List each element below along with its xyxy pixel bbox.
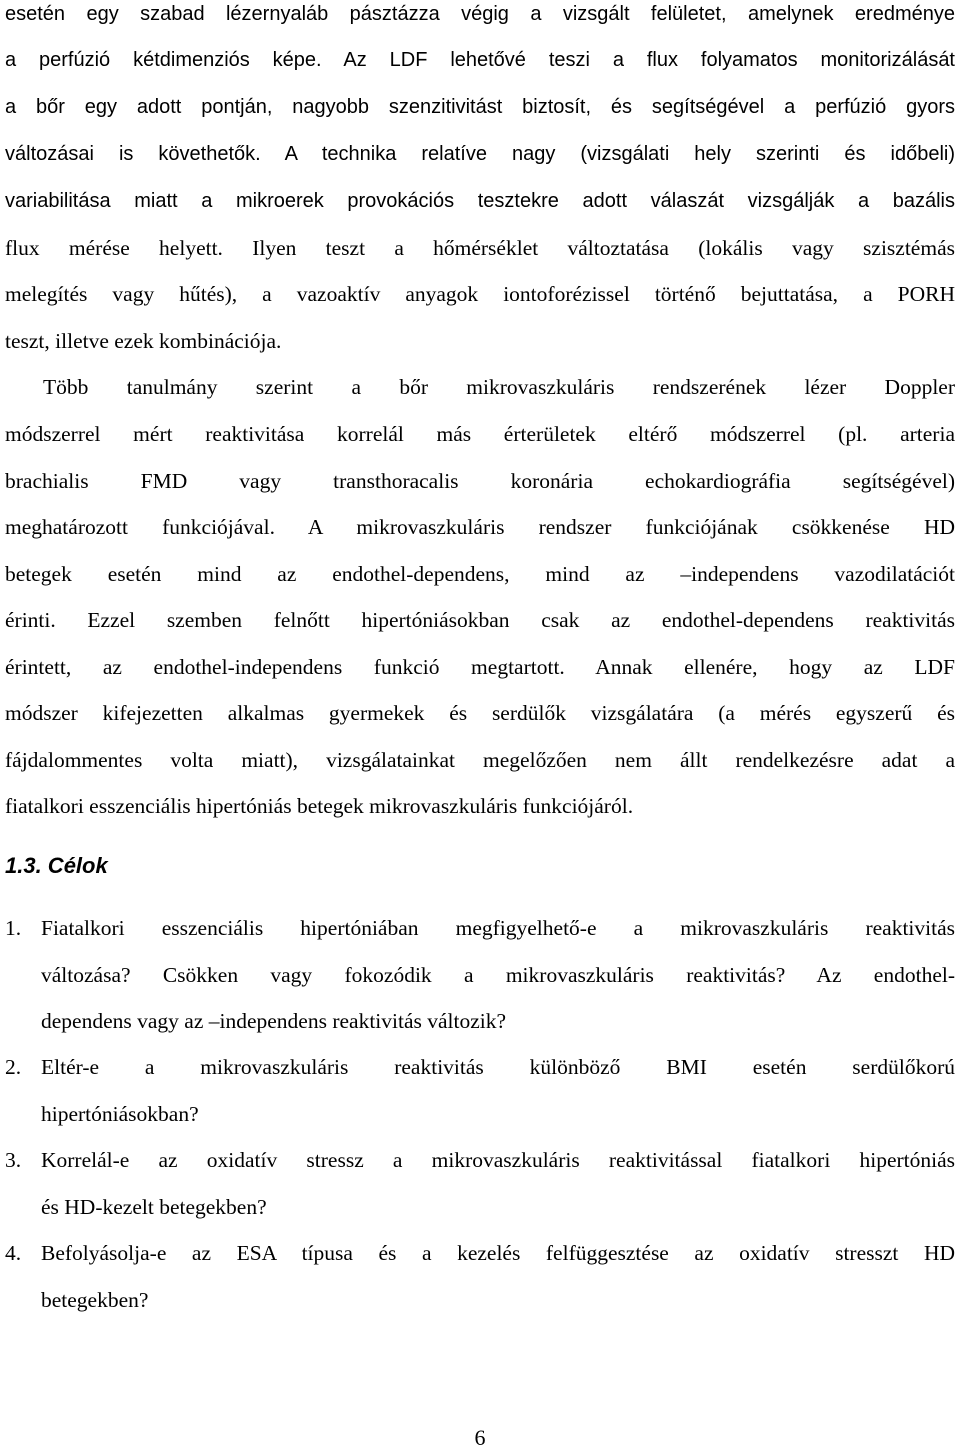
list-item-number: 4. bbox=[5, 1241, 22, 1265]
list-item-line: Fiatalkori esszenciális hipertóniában megfigyelhető-e a mikrovaszkuláris reaktivitás bbox=[41, 916, 955, 940]
list-item-line: Eltér-e a mikrovaszkuláris reaktivitás különböző BMI esetén serdülőkorú bbox=[41, 1055, 955, 1079]
list-item-number: 1. bbox=[5, 916, 22, 940]
page-number: 6 bbox=[474, 1425, 486, 1450]
paragraph-line: fiatalkori esszenciális hipertóniás betegek mikrovaszkuláris funkciójáról. bbox=[5, 794, 634, 818]
paragraph-line: flux mérése helyett. Ilyen teszt a hőmérséklet változtatása (lokális vagy szisztémás bbox=[5, 236, 955, 260]
paragraph-line: érintett, az endothel-independens funkció megtartott. Annak ellenére, hogy az LDF bbox=[5, 655, 955, 679]
paragraph-line: brachialis FMD vagy transthoracalis koronária echokardiográfia segítségével) bbox=[5, 469, 955, 493]
list-item-line: Korrelál-e az oxidatív stressz a mikrovaszkuláris reaktivitással fiatalkori hipertóniás bbox=[41, 1148, 955, 1172]
list-item-line: hipertóniásokban? bbox=[41, 1102, 199, 1126]
list-item-line: változása? Csökken vagy fokozódik a mikrovaszkuláris reaktivitás? Az endothel- bbox=[41, 963, 955, 987]
paragraph-line: melegítés vagy hűtés), a vazoaktív anyagok iontoforézissel történő bejuttatása, a PORH bbox=[5, 282, 955, 306]
list-item-number: 2. bbox=[5, 1055, 22, 1079]
section-heading: 1.3. Célok bbox=[5, 853, 108, 878]
list-item-line: és HD-kezelt betegekben? bbox=[41, 1195, 267, 1219]
paragraph-line: érinti. Ezzel szemben felnőtt hipertóniásokban csak az endothel-dependens reaktivitás bbox=[5, 608, 955, 632]
list-item-line: Befolyásolja-e az ESA típusa és a kezelés felfüggesztése az oxidatív stresszt HD bbox=[41, 1241, 955, 1265]
paragraph-line: betegek esetén mind az endothel-dependens, mind az –independens vazodilatációt bbox=[5, 562, 955, 586]
paragraph-line: teszt, illetve ezek kombinációja. bbox=[5, 329, 282, 353]
paragraph-line: esetén egy szabad lézernyaláb pásztázza végig a vizsgált felületet, amelynek eredménye bbox=[5, 3, 955, 25]
paragraph-line: fájdalommentes volta miatt), vizsgálatainkat megelőzően nem állt rendelkezésre adat a bbox=[5, 748, 955, 772]
list-item-line: betegekben? bbox=[41, 1288, 149, 1312]
paragraph-line: variabilitása miatt a mikroerek provokációs tesztekre adott válaszát vizsgálják a bazális bbox=[5, 190, 955, 212]
paragraph-line: változásai is követhetők. A technika relatíve nagy (vizsgálati hely szerinti és időbeli) bbox=[5, 143, 955, 165]
paragraph-line: módszer kifejezetten alkalmas gyermekek és serdülők vizsgálatára (a mérés egyszerű és bbox=[5, 701, 955, 725]
paragraph-line: módszerrel mért reaktivitása korrelál más érterületek eltérő módszerrel (pl. arteria bbox=[5, 422, 955, 446]
paragraph-line: a bőr egy adott pontján, nagyobb szenzitivitást biztosít, és segítségével a perfúzió gyors bbox=[5, 96, 955, 118]
paragraph-line: Több tanulmány szerint a bőr mikrovaszkuláris rendszerének lézer Doppler bbox=[43, 375, 955, 399]
paragraph-line: a perfúzió kétdimenziós képe. Az LDF lehetővé teszi a flux folyamatos monitorizálását bbox=[5, 49, 955, 71]
list-item-line: dependens vagy az –independens reaktivitás változik? bbox=[41, 1009, 507, 1033]
list-item-number: 3. bbox=[5, 1148, 22, 1172]
paragraph-line: meghatározott funkciójával. A mikrovaszkuláris rendszer funkciójának csökkenése HD bbox=[5, 515, 955, 539]
